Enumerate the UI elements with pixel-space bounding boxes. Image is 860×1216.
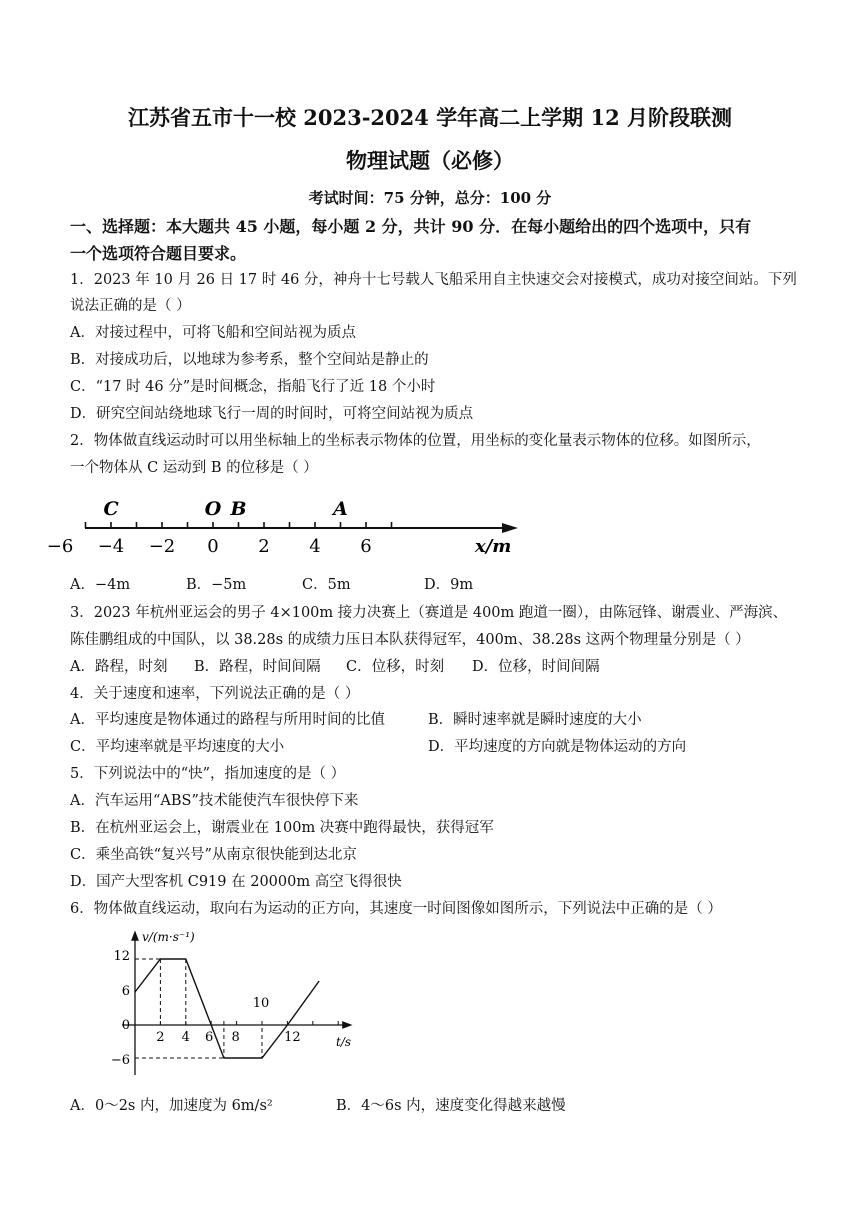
q1-stem-line2: 说法正确的是（ ） [70,298,191,314]
q4-option-d: D．平均速度的方向就是物体运动的方向 [428,739,687,755]
number-line-point-label: C [103,498,119,520]
q3-option-d: D．位移，时间间隔 [472,659,600,675]
q3-option-a: A．路程，时刻 [70,659,168,675]
q2-option-d: D．9m [424,577,474,593]
number-line-arrow [502,523,518,533]
number-line-tick-label: 4 [309,536,321,557]
q1-option-a: A．对接过程中，可将飞船和空间站视为质点 [70,325,356,341]
q3-option-c: C．位移，时刻 [346,659,445,675]
vt-y-tick-label: 6 [121,984,130,999]
exam-info: 考试时间：75 分钟，总分：100 分 [308,189,552,207]
vt-x-tick-label: 4 [181,1030,190,1045]
q3-stem-line2: 陈佳鹏组成的中国队，以 38.28s 的成绩力压日本队获得冠军，400m、38.28s 这两个物理量分别是（ ） [70,632,750,648]
number-line-tick-label: −6 [46,536,74,557]
section-heading-line2: 一个选项符合题目要求。 [70,244,247,263]
vt-y-tick-label: −6 [110,1053,130,1068]
q3-stem-line1: 3．2023 年杭州亚运会的男子 4×100m 接力决赛上（赛道是 400m 跑道一圈），由陈冠锋、谢震业、严海滨、 [70,605,788,621]
vt-x-tick-label: 10 [252,996,270,1011]
exam-subtitle: 物理试题（必修） [346,148,514,173]
q4-stem: 4．关于速度和速率，下列说法正确的是（ ） [70,686,360,702]
number-line-tick-label: 0 [207,536,219,557]
vt-y-tick-label: 0 [121,1018,130,1033]
q2-option-b: B．−5m [186,577,247,593]
q5-option-d: D．国产大型客机 C919 在 20000m 高空飞得很快 [70,874,402,890]
vt-graph-figure [100,925,370,1085]
q4-option-b: B．瞬时速率就是瞬时速度的大小 [428,712,642,728]
q5-option-b: B．在杭州亚运会上，谢震业在 100m 决赛中跑得最快，获得冠军 [70,820,494,836]
vt-x-tick-label: 8 [231,1030,240,1045]
number-line-tick-label: −2 [148,536,176,557]
vt-y-axis-label: v/(m·s⁻¹) [142,930,195,944]
q1-stem-line1: 1．2023 年 10 月 26 日 17 时 46 分，神舟十七号载人飞船采用自主快速交会对接模式，成功对接空间站。下列 [70,272,797,288]
q4-option-a: A．平均速度是物体通过的路程与所用时间的比值 [70,712,385,728]
q2-stem-line2: 一个物体从 C 运动到 B 的位移是（ ） [70,460,318,476]
number-line-point-label: A [333,498,348,520]
number-line-axis-label: x/m [475,536,512,557]
q1-option-d: D．研究空间站绕地球飞行一周的时间时，可将空间站视为质点 [70,406,474,422]
number-line-point-label: O [204,498,222,520]
number-line-figure [46,490,530,570]
vt-x-tick-label: 2 [156,1030,165,1045]
number-line-tick-label: 6 [360,536,372,557]
q4-option-c: C．平均速率就是平均速度的大小 [70,739,285,755]
q6-option-a: A．0～2s 内，加速度为 6m/s² [70,1098,273,1114]
number-line-tick-label: 2 [258,536,270,557]
vt-x-axis-label: t/s [336,1035,352,1049]
q6-option-b: B．4～6s 内，速度变化得越来越慢 [336,1098,566,1114]
q5-option-c: C．乘坐高铁“复兴号”从南京很快能到达北京 [70,847,357,863]
q2-option-a: A．−4m [70,577,131,593]
q5-stem: 5．下列说法中的“快”，指加速度的是（ ） [70,766,346,782]
q3-option-b: B．路程，时间间隔 [194,659,321,675]
q5-option-a: A．汽车运用“ABS”技术能使汽车很快停下来 [70,793,359,809]
exam-title: 江苏省五市十一校 2023-2024 学年高二上学期 12 月阶段联测 [127,105,733,130]
vt-x-tick-label: 12 [284,1030,301,1045]
number-line-tick-label: −4 [97,536,125,557]
section-heading-line1: 一、选择题：本大题共 45 小题，每小题 2 分，共计 90 分．在每小题给出的四个选项中，只有 [70,217,752,236]
q2-option-c: C．5m [302,577,351,593]
q6-stem: 6．物体做直线运动，取向右为运动的正方向，其速度一时间图像如图所示，下列说法中正确的是（ ） [70,901,722,917]
q2-stem-line1: 2．物体做直线运动时可以用坐标轴上的坐标表示物体的位置，用坐标的变化量表示物体的位移。如图所示， [70,433,761,449]
q1-option-c: C．“17 时 46 分”是时间概念，指船飞行了近 18 个小时 [70,379,436,395]
vt-x-tick-label: 6 [205,1030,214,1045]
q1-option-b: B．对接成功后，以地球为参考系，整个空间站是静止的 [70,352,429,368]
number-line-point-label: B [230,498,247,520]
vt-y-tick-label: 12 [113,949,130,964]
